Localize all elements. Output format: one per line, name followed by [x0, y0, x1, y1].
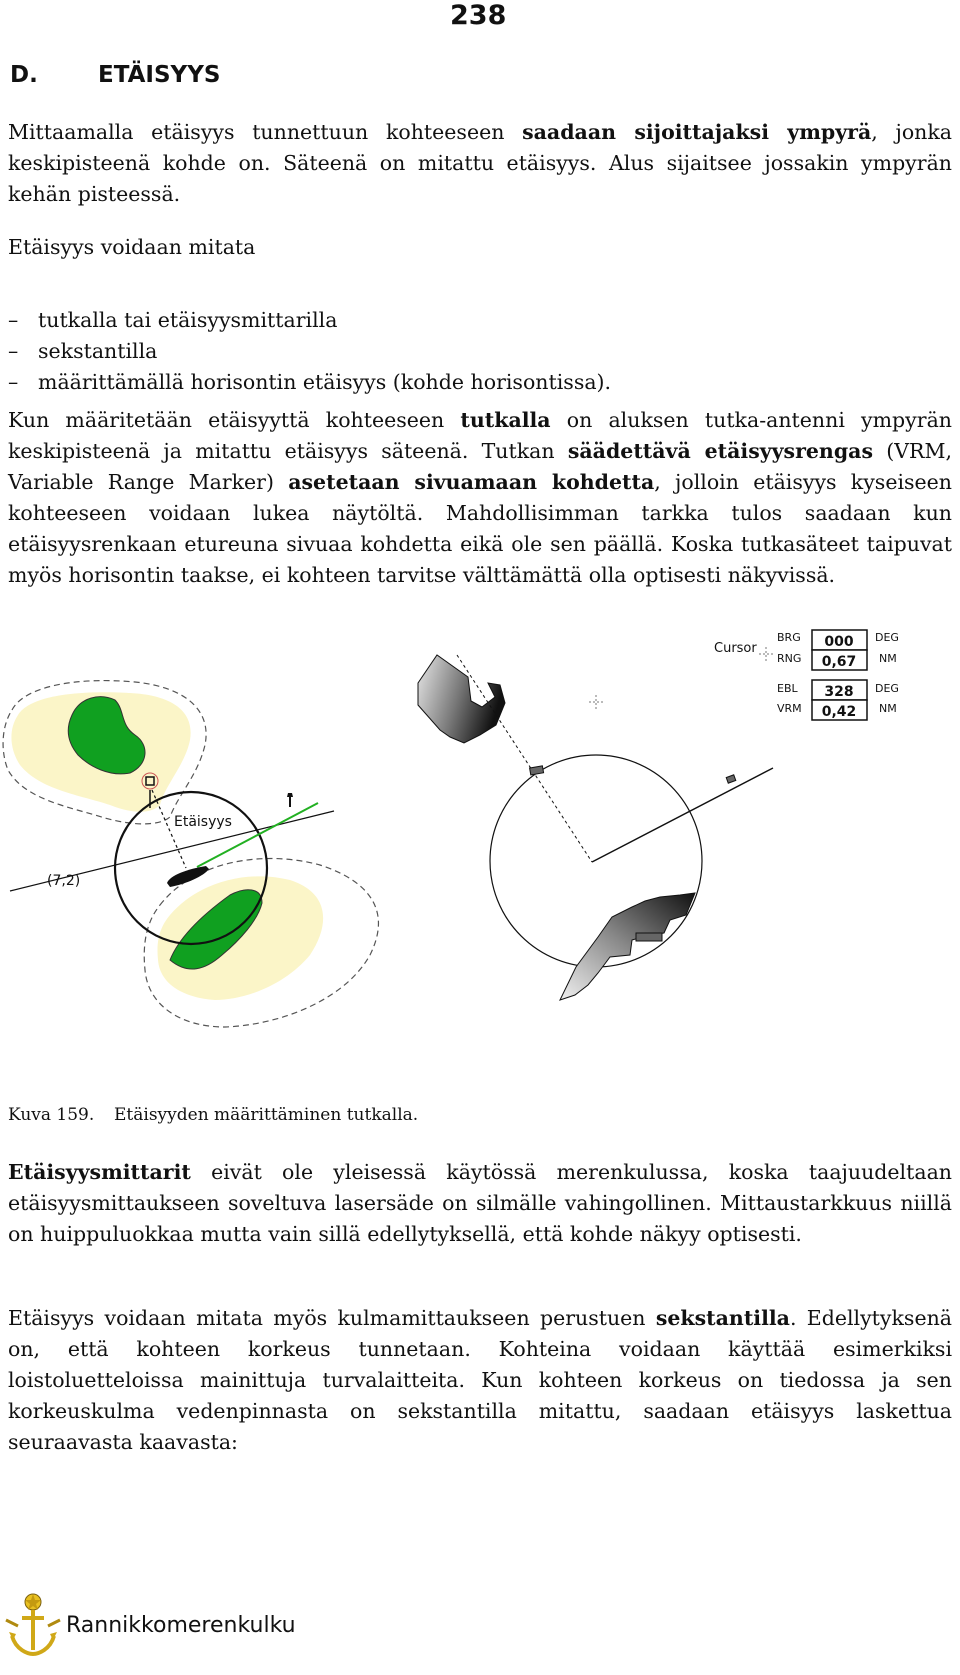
- radar-target-south: [560, 893, 695, 1000]
- readout-value-rng: 0,67: [821, 654, 857, 670]
- radar-display: [418, 630, 899, 1000]
- cursor-icon: [589, 695, 603, 709]
- figure-caption: [8, 1105, 418, 1125]
- heading-marker-line: [592, 768, 773, 862]
- sextant-paragraph: Etäisyys voidaan mitata myös kulmamittaukseen perustuen sekstantilla. Edellytyksenä on, että kohteen korkeus tunnetaan. Kohteina voidaan käyttää esimerkiksi loistoluetteloissa mainittuja turvalaitteita. Kun kohteen korkeus on tiedossa ja sen korkeuskulma vedenpinnasta on sekstantilla mitattu, saadaan etäisyys laskettua seuraavasta kaavasta:: [8, 1306, 953, 1454]
- ebl-line: [457, 655, 592, 862]
- rangefinder-paragraph: Etäisyysmittarit eivät ole yleisessä käytössä merenkulussa, koska taajuudeltaan etäisyysmittaukseen soveltuva lasersäde on silmälle vahingollinen. Mittaustarkkuus niillä on huippuluokkaa mutta vain sillä edellytyksellä, että kohde näkyy optisesti.: [8, 1160, 952, 1246]
- list-item: – määrittämällä horisontin etäisyys (kohde horisontissa).: [8, 370, 612, 394]
- list-item: – sekstantilla: [8, 339, 158, 363]
- radar-echo-bar: [636, 933, 662, 941]
- caption-text: Etäisyyden määrittäminen tutkalla.: [114, 1105, 419, 1125]
- lop-label: (7,2): [47, 873, 81, 889]
- list-item: – tutkalla tai etäisyysmittarilla: [8, 308, 338, 332]
- distance-label: Etäisyys: [174, 814, 232, 830]
- readout-value-brg: 000: [824, 634, 854, 650]
- readout-label-brg: BRG: [777, 631, 801, 644]
- readout-unit-vrm: NM: [879, 702, 897, 715]
- section-title: ETÄISYYS: [98, 62, 221, 88]
- readout-unit-rng: NM: [879, 652, 897, 665]
- chart-distance-diagram: [3, 681, 378, 1027]
- beacon-icon: [287, 793, 293, 807]
- emphasis: saadaan sijoittajaksi ympyrä: [522, 120, 872, 144]
- page-number: 238: [450, 0, 507, 31]
- readout-label-rng: RNG: [777, 652, 802, 665]
- radar-readout-panel: [777, 630, 899, 720]
- readout-unit-brg: DEG: [875, 631, 899, 644]
- readout-value-ebl: 328: [824, 684, 854, 700]
- radar-echo-tiny: [726, 775, 736, 783]
- measure-intro: Etäisyys voidaan mitata: [8, 235, 256, 259]
- ship-icon: [167, 866, 209, 887]
- vrm-circle: [490, 755, 702, 967]
- radar-echo-small: [530, 766, 544, 775]
- section-number: D.: [10, 62, 38, 88]
- footer-org-name: Rannikkomerenkulku: [66, 1612, 296, 1638]
- footer: [4, 1590, 296, 1660]
- anchor-emblem-icon: [4, 1590, 62, 1660]
- readout-value-vrm: 0,42: [821, 704, 857, 720]
- cursor-label: Cursor: [714, 641, 757, 656]
- radar-figure: [0, 631, 960, 1095]
- caption-number: Kuva 159.: [8, 1105, 95, 1125]
- readout-unit-ebl: DEG: [875, 682, 899, 695]
- green-lop-line: [197, 803, 318, 867]
- intro-paragraph: Mittaamalla etäisyys tunnettuun kohteeseen saadaan sijoittajaksi ympyrä, jonka keskipisteenä kohde on. Säteenä on mitattu etäisyys. Alus sijaitsee jossakin ympyrän kehän pisteessä.: [8, 120, 953, 206]
- readout-label-ebl: EBL: [777, 682, 798, 695]
- methods-list: [8, 305, 611, 398]
- readout-label-vrm: VRM: [777, 702, 802, 715]
- cursor-legend-icon: [759, 647, 773, 661]
- radar-target-north: [418, 655, 505, 743]
- radar-paragraph: Kun määritetään etäisyyttä kohteeseen tutkalla on aluksen tutka-antenni ympyrän keskipisteenä ja mitattu etäisyys säteenä. Tutkan säädettävä etäisyysrengas (VRM, Variable Range Marker) asetetaan sivuamaan kohdetta, jolloin etäisyys kyseiseen kohteeseen voidaan lukea näytöltä. Mahdollisimman tarkka tulos saadaan kun etäisyysrenkaan etureuna sivuaa kohdetta eikä ole sen päällä. Koska tutkasäteet taipuvat myös horisontin taakse, ei kohteen tarvitse välttämättä olla optisesti näkyvissä.: [8, 408, 952, 587]
- section-heading: [10, 62, 220, 88]
